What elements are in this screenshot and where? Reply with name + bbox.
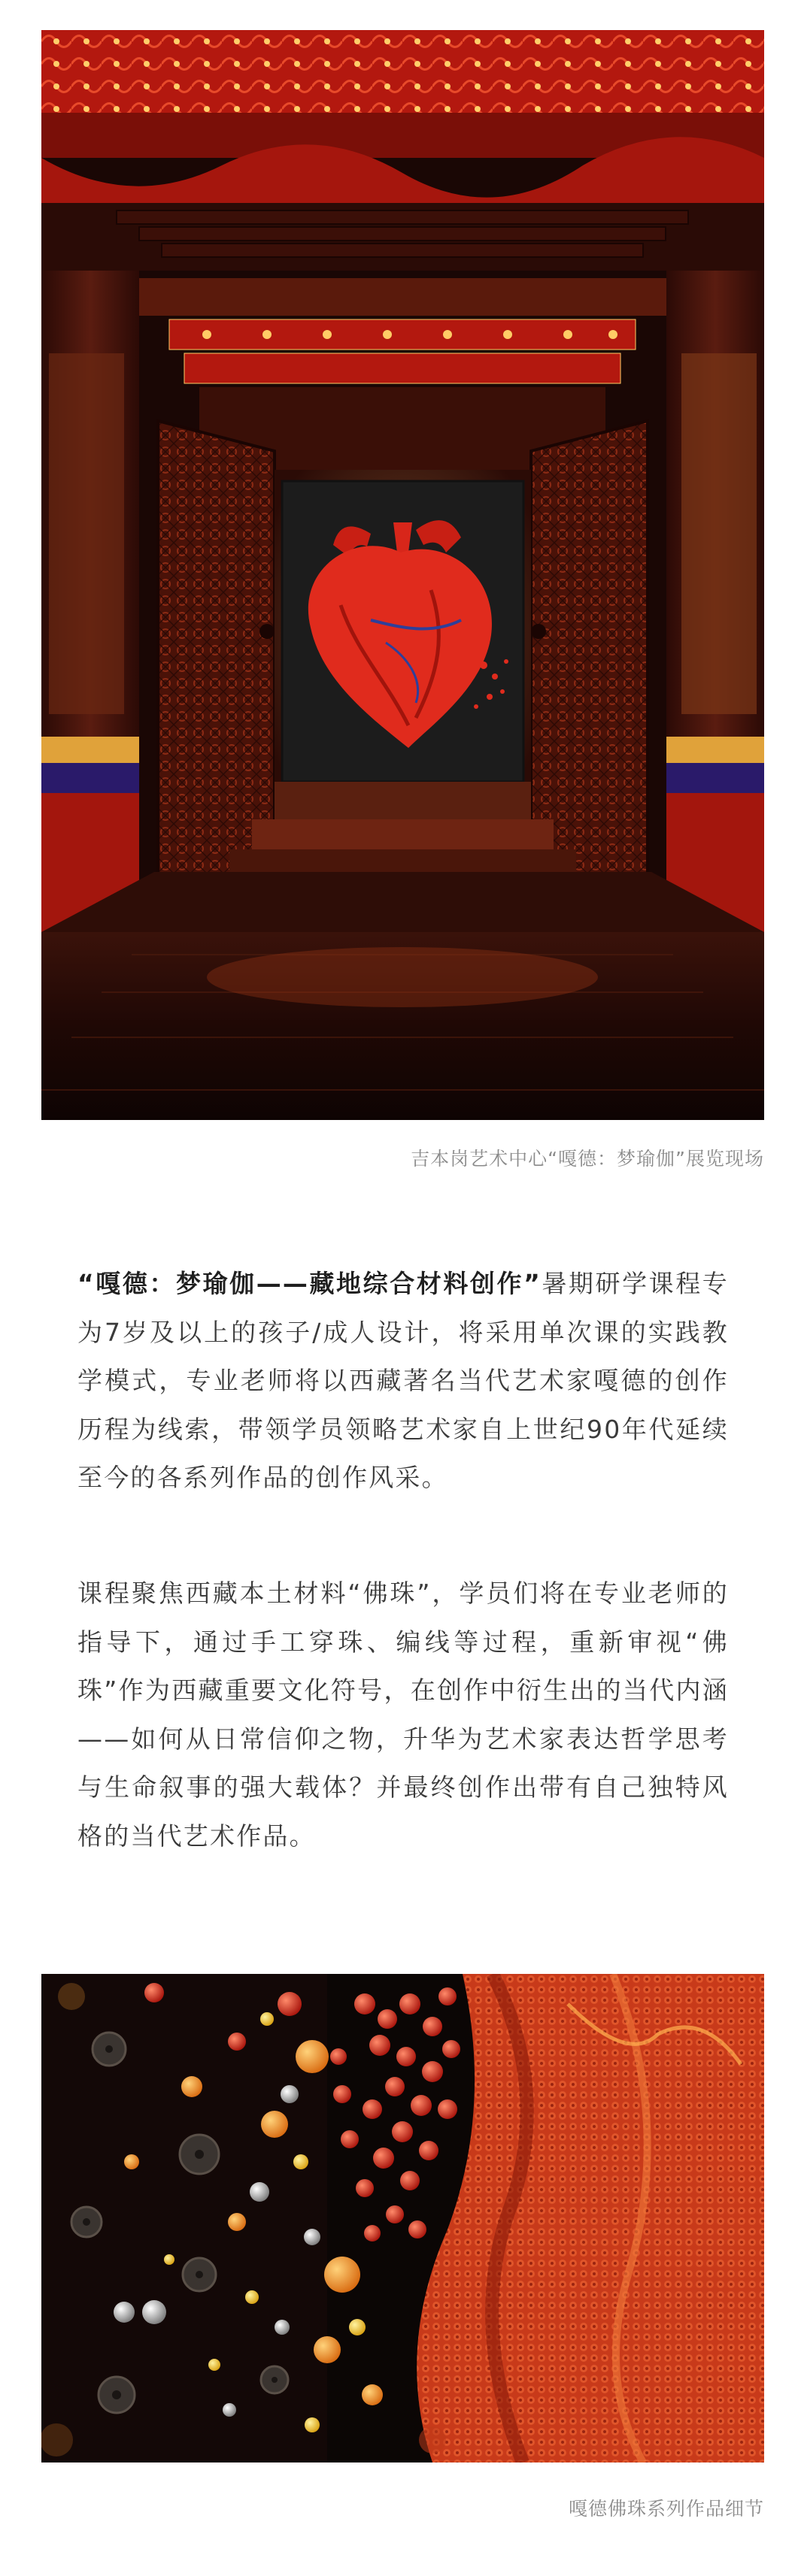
paragraph-text: 暑期研学课程专为7岁及以上的孩子/成人设计，将采用单次课的实践教学模式，专业老师将以西藏著名当代艺术家嘎德的创作历程为线索，带领学员领略艺术家自上世纪90年代延续至今的各系列作品的创作风采。 xyxy=(77,1269,729,1492)
article-paragraph: 课程聚焦西藏本土材料“佛珠”，学员们将在专业老师的指导下，通过手工穿珠、编线等过程，重新审视“佛珠”作为西藏重要文化符号，在创作中衍生出的当代内涵——如何从日常信仰之物，升华为艺术家表达哲学思考与生命叙事的强大载体？并最终创作出带有自己独特风格的当代艺术作品。 xyxy=(77,1579,729,1851)
course-title: “嘎德：梦瑜伽——藏地综合材料创作” xyxy=(77,1269,542,1298)
figure-caption: 吉本岗艺术中心“嘎德：梦瑜伽”展览现场 xyxy=(411,1148,764,1170)
exhibition-photo xyxy=(41,30,764,1120)
bead-artwork-photo xyxy=(41,1974,764,2462)
article-paragraph xyxy=(77,1260,729,1553)
figure-caption: 嘎德佛珠系列作品细节 xyxy=(568,2498,764,2520)
bead-artwork-illustration xyxy=(41,1974,764,2462)
exhibition-photo-illustration xyxy=(41,30,764,1120)
